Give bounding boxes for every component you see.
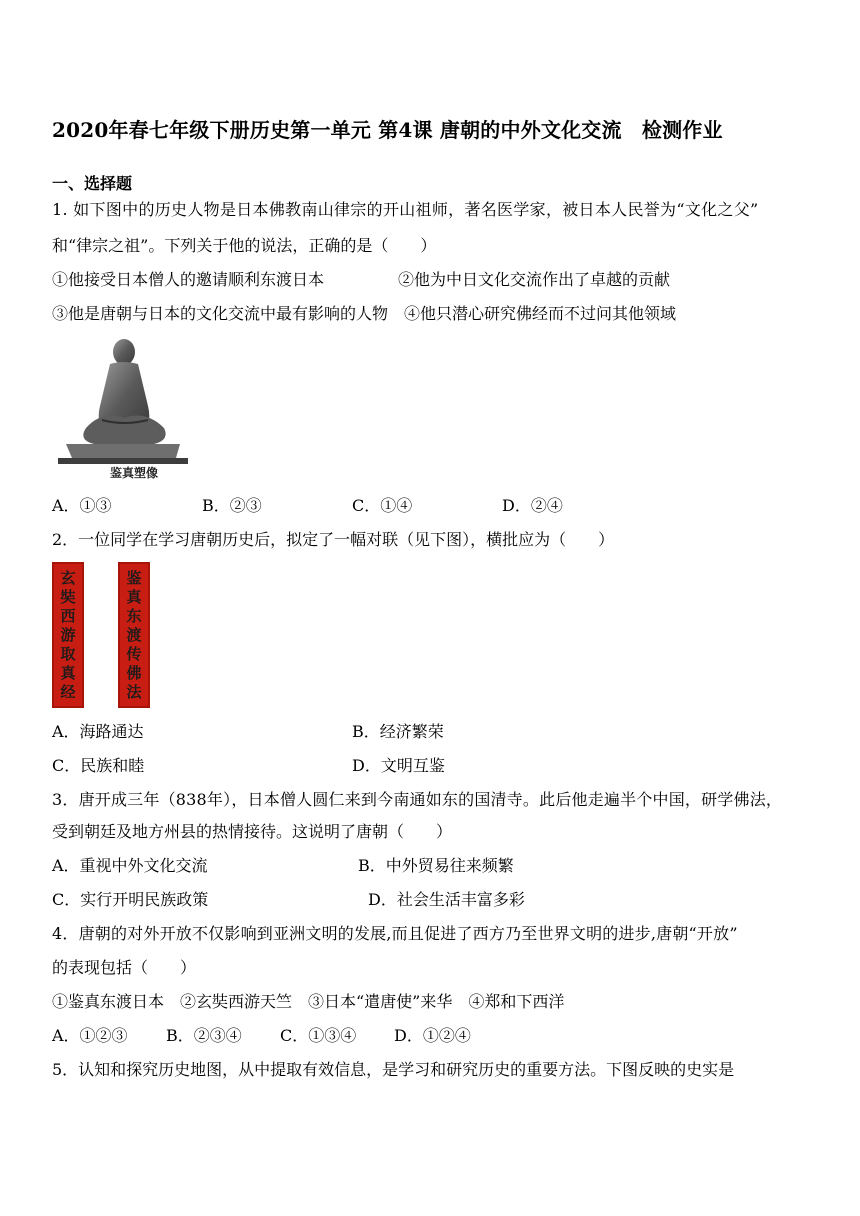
q1-statement-1-2a: ①他接受日本僧人的邀请顺利东渡日本 <box>52 270 325 289</box>
q1-statements-row1 <box>52 270 670 290</box>
q4-stem-line2: 的表现包括（ ） <box>52 958 197 977</box>
q1-stem-line2: 和“律宗之祖”。下列关于他的说法，正确的是（ ） <box>52 236 437 255</box>
couplet-left-char: 经 <box>60 682 76 701</box>
q3-option-d: D．社会生活丰富多彩 <box>368 890 525 909</box>
q4-options <box>52 1026 508 1046</box>
q4-option-b: B．②③④ <box>166 1026 242 1045</box>
q2-option-b: B．经济繁荣 <box>352 722 444 741</box>
q1-option-b: B．②③ <box>202 496 262 515</box>
jianzhen-statue-image <box>52 336 192 466</box>
couplet-left-char: 真 <box>60 663 76 682</box>
q3-option-a: A．重视中外文化交流 <box>52 856 208 875</box>
couplet-right-char: 真 <box>126 587 142 606</box>
q1-option-c: C．①④ <box>352 496 413 515</box>
couplet-left-char: 奘 <box>60 587 76 606</box>
q1-options <box>52 496 652 516</box>
couplet-right-char: 法 <box>126 682 142 701</box>
couplet-right-char: 佛 <box>126 663 142 682</box>
couplet-right-char: 渡 <box>126 625 142 644</box>
q3-options-row1 <box>52 856 514 876</box>
couplet-right-char: 东 <box>126 606 142 625</box>
q2-option-a: A．海路通达 <box>52 722 144 741</box>
q5-stem-line1: 5．认知和探究历史地图，从中提取有效信息，是学习和研究历史的重要方法。下图反映的史实是 <box>52 1060 735 1079</box>
q4-option-d: D．①②④ <box>394 1026 471 1045</box>
couplet-left-char: 取 <box>60 644 76 663</box>
q1-option-a: A．①③ <box>52 496 112 515</box>
q4-stem-line1: 4．唐朝的对外开放不仅影响到亚洲文明的发展,而且促进了西方乃至世界文明的进步,唐朝“开放” <box>52 924 738 943</box>
q2-options-row2 <box>52 756 652 776</box>
section-heading: 一、选择题 <box>52 174 133 193</box>
couplet-left-char: 西 <box>60 606 76 625</box>
q1-stem-line1: 1. 如下图中的历史人物是日本佛教南山律宗的开山祖师，著名医学家，被日本人民誉为“文化之父” <box>52 200 759 219</box>
q3-stem-line2: 受到朝廷及地方州县的热情接待。这说明了唐朝（ ） <box>52 822 453 841</box>
page-title: 2020年春七年级下册历史第一单元 第4课 唐朝的中外文化交流 检测作业 <box>52 118 723 142</box>
jianzhen-image-caption: 鉴真塑像 <box>110 466 159 480</box>
q3-option-c: C．实行开明民族政策 <box>52 890 209 909</box>
q2-option-d: D．文明互鉴 <box>352 756 445 775</box>
couplet-right-scroll <box>118 562 150 708</box>
q1-option-d: D．②④ <box>502 496 563 515</box>
couplet-left-scroll <box>52 562 84 708</box>
q4-option-c: C．①③④ <box>280 1026 357 1045</box>
q3-options-row2 <box>52 890 525 910</box>
q3-option-b: B．中外贸易往来频繁 <box>358 856 514 875</box>
q2-option-c: C．民族和睦 <box>52 756 145 775</box>
couplet-right-char: 鉴 <box>126 568 142 587</box>
q3-stem-line1: 3．唐开成三年（838年），日本僧人圆仁来到今南通如东的国清寺。此后他走遍半个中国，研学佛法， <box>52 790 783 809</box>
couplet-right-char: 传 <box>126 644 142 663</box>
q4-statements: ①鉴真东渡日本 ②玄奘西游天竺 ③日本“遣唐使”来华 ④郑和下西洋 <box>52 992 565 1011</box>
q4-option-a: A．①②③ <box>52 1026 128 1045</box>
couplet-left-char: 玄 <box>60 568 76 587</box>
couplet-left-char: 游 <box>60 625 76 644</box>
q1-statement-1-2b: ②他为中日文化交流作出了卓越的贡献 <box>398 270 671 289</box>
q1-statements-row2: ③他是唐朝与日本的文化交流中最有影响的人物 ④他只潜心研究佛经而不过问其他领域 <box>52 304 677 323</box>
q2-options-row1 <box>52 722 652 742</box>
q2-stem: 2．一位同学在学习唐朝历史后，拟定了一幅对联（见下图），横批应为（ ） <box>52 530 615 549</box>
